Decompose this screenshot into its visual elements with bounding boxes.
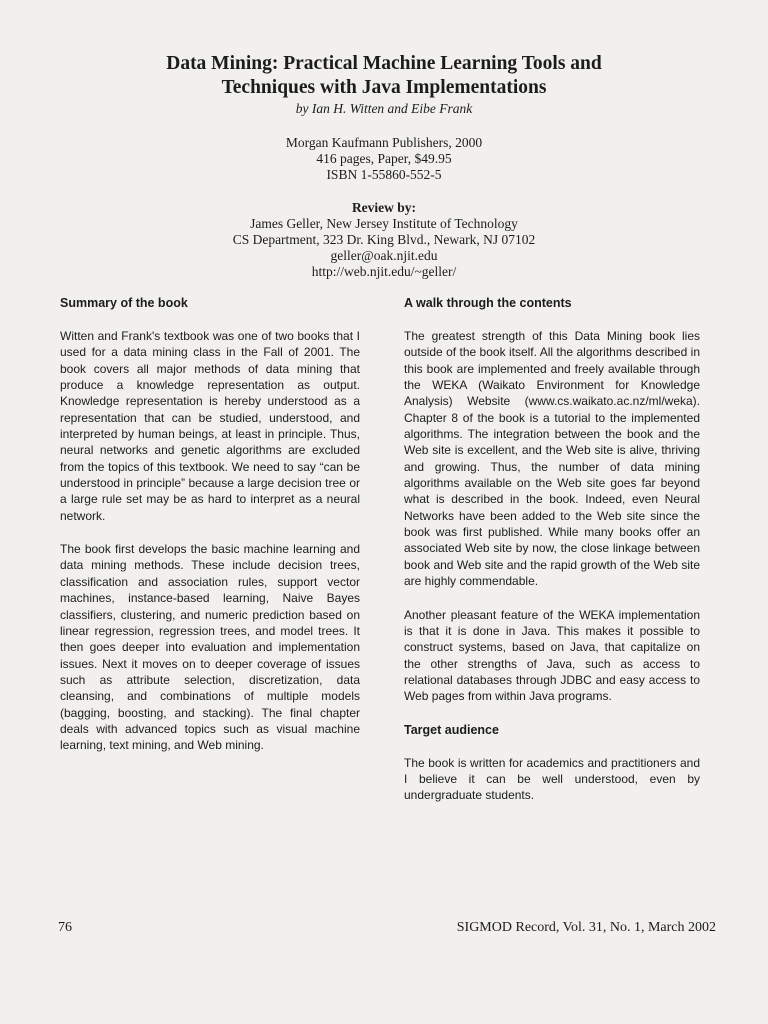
- isbn: ISBN 1-55860-552-5: [326, 167, 442, 182]
- publisher: Morgan Kaufmann Publishers, 2000: [285, 135, 483, 150]
- reviewer-email: geller@oak.njit.edu: [330, 248, 438, 263]
- reviewer-homepage: http://web.njit.edu/~geller/: [311, 264, 457, 279]
- journal-citation: SIGMOD Record, Vol. 31, No. 1, March 2002: [456, 920, 716, 935]
- title-line-1: Data Mining: Practical Machine Learning Tools and: [166, 53, 602, 74]
- section-heading-contents: A walk through the contents: [404, 296, 572, 310]
- reviewer-department: CS Department, 323 Dr. King Blvd., Newark, NJ 07102: [232, 232, 536, 247]
- left-column: [60, 295, 360, 771]
- paragraph: The book first develops the basic machine learning and data mining methods. These include decision trees, classification and association rules, support vector machines, instance-based learning, Naive Bayes classifiers, clustering, and numeric prediction based on linear regression, regression trees, and model trees. It then goes deeper into evaluation and implementation issues. Next it moves on to deeper coverage of issues such as attribute selection, discretization, data cleansing, and combinations of multiple models (bagging, boosting, and stacking). The final chapter deals with advanced topics such as visual machine learning, text mining, and Web mining.: [60, 542, 360, 753]
- paragraph: Witten and Frank's textbook was one of two books that I used for a data mining class in the Fall of 2001. The book covers all major methods of data mining that produce a knowledge representation as output. Knowledge representation is hereby understood as a representation that can be studied, understood, and interpreted by human beings, at least in principle. Thus, neural networks and genetic algorithms are excluded from the topics of this textbook. We need to say “can be understood in principle” because a large decision tree or a large rule set may be as hard to interpret as a neural network.: [60, 329, 360, 523]
- paragraph: Another pleasant feature of the WEKA implementation is that it is done in Java. This makes it possible to construct systems, based on Java, that capitalize on the other strengths of Java, such as access to relational databases through JDBC and easy access to Web pages from within Java programs.: [404, 607, 700, 704]
- page-number: 76: [58, 920, 72, 935]
- paragraph: The book is written for academics and practitioners and I believe it can be well understood, even by undergraduate students.: [404, 755, 700, 803]
- section-heading-audience: Target audience: [404, 722, 499, 737]
- pages-price: 416 pages, Paper, $49.95: [316, 151, 452, 166]
- publication-info: [60, 135, 708, 183]
- reviewer-info: [60, 200, 708, 280]
- article-header: [60, 52, 708, 280]
- paragraph: The greatest strength of this Data Mining book lies outside of the book itself. All the algorithms described in this book are implemented and freely available through the WEKA (Waikato Environment for Knowledge Analysis) Website (www.cs.waikato.ac.nz/ml/weka). Chapter 8 of the book is a tutorial to the implemented algorithms. The integration between the book and the Web site is excellent, and the Web site is alive, thriving and growing. Thus, the number of data mining algorithms available on the Web site goes far beyond what is described in the book. Indeed, even Neural Networks have been added to the Web site since the book was first published. While many books offer an associated Web site by now, the close linkage between book and Web site and the rapid growth of the Web site are highly commendable.: [404, 329, 700, 589]
- section-heading-summary: Summary of the book: [60, 296, 188, 310]
- title-line-2: Techniques with Java Implementations: [221, 77, 547, 98]
- right-column: [404, 295, 700, 821]
- review-heading: Review by:: [351, 200, 417, 215]
- authors: by Ian H. Witten and Eibe Frank: [295, 101, 473, 116]
- reviewer-name: James Geller, New Jersey Institute of Technology: [250, 216, 518, 231]
